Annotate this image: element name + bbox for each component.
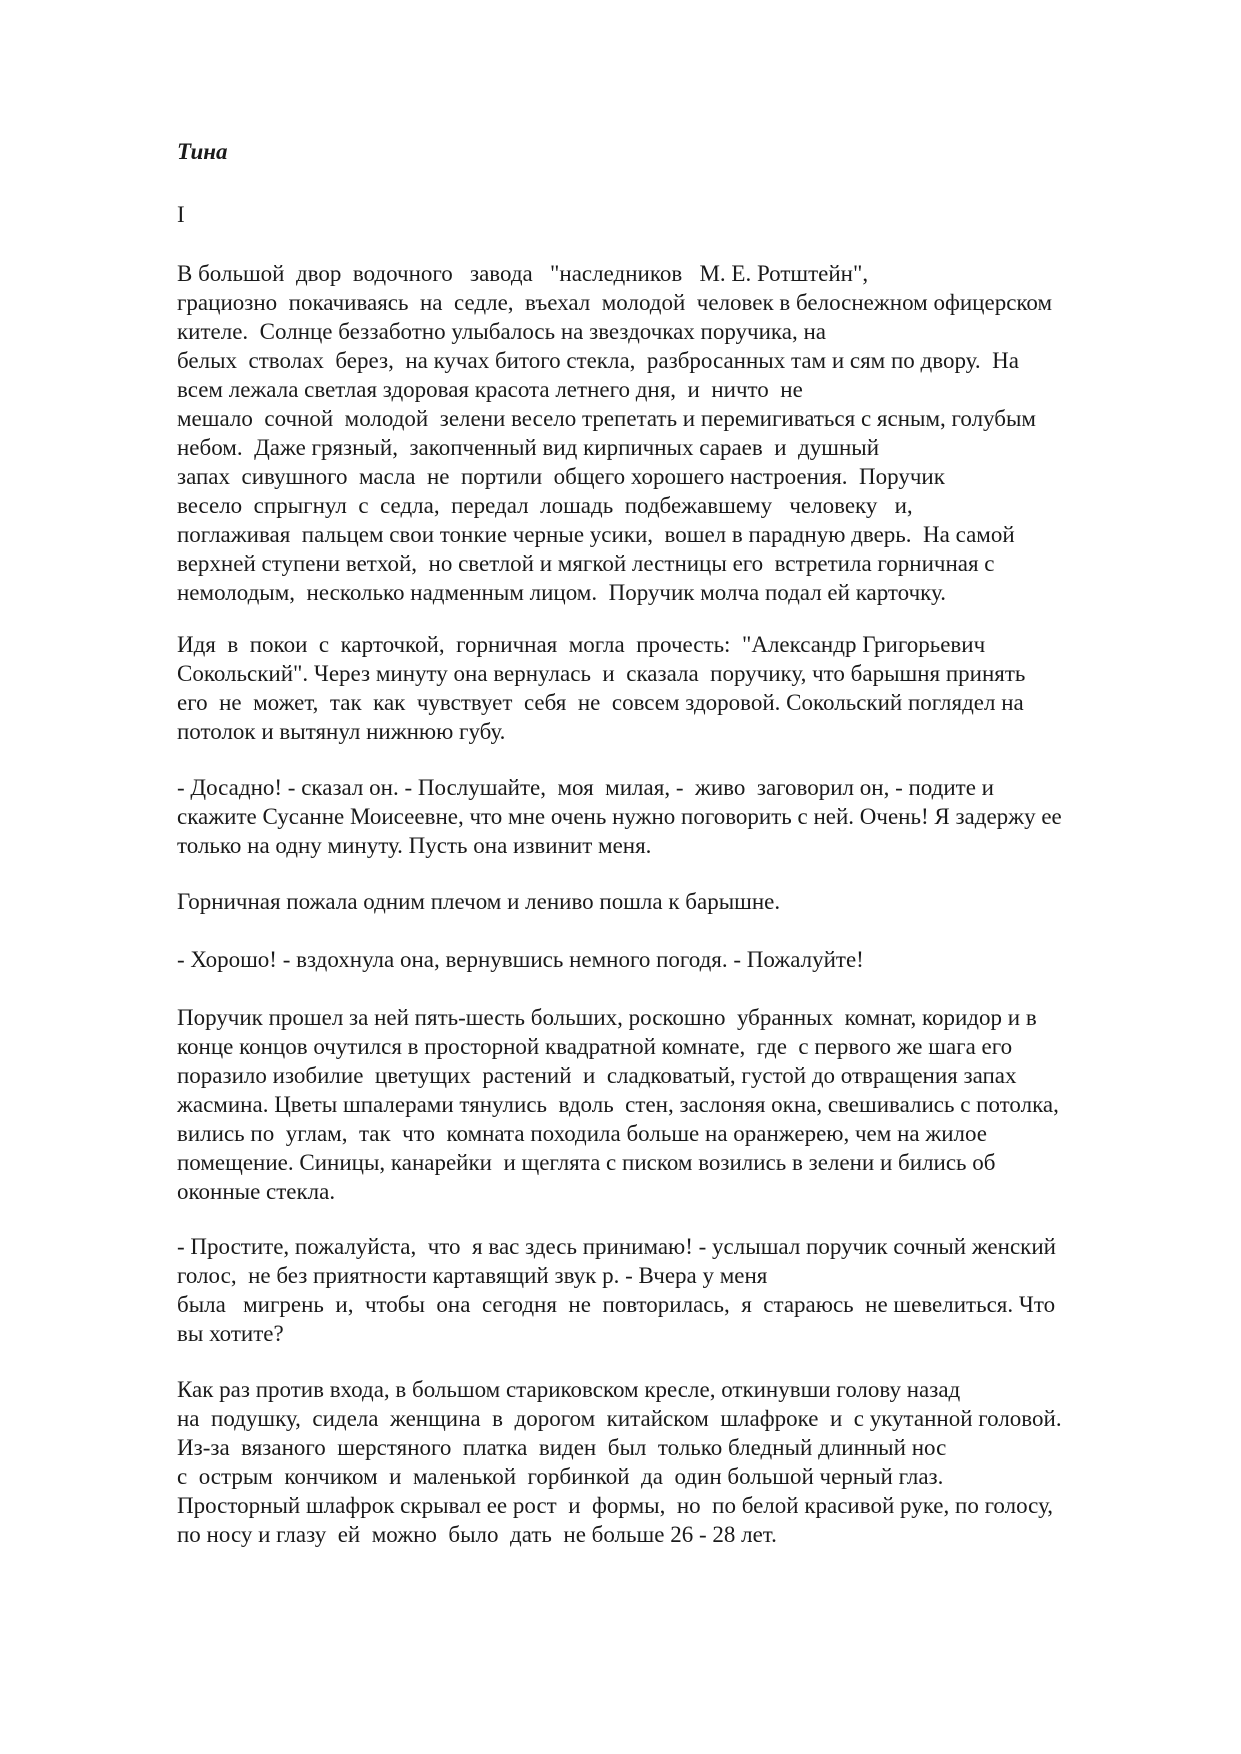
paragraph-line: конце концов очутился в просторной квадратной комнате, где с первого же шага его: [177, 1034, 1013, 1059]
paragraph-line: Из-за вязаного шерстяного платка виден был только бледный длинный нос: [177, 1435, 947, 1460]
paragraph-line: грациозно покачиваясь на седле, въехал молодой человек в белоснежном офицерском: [177, 290, 1053, 315]
paragraph-line: скажите Сусанне Моисеевне, что мне очень нужно поговорить с ней. Очень! Я задержу ее: [177, 804, 1062, 829]
paragraph-line: его не может, так как чувствует себя не совсем здоровой. Сокольский поглядел на: [177, 690, 1024, 715]
paragraph-line: Просторный шлафрок скрывал ее рост и формы, но по белой красивой руке, по голосу,: [177, 1493, 1054, 1518]
paragraph-line: В большой двор водочного завода "наследников М. Е. Ротштейн",: [177, 261, 869, 286]
paragraph-line: вы хотите?: [177, 1321, 284, 1346]
paragraph-line: Горничная пожала одним плечом и лениво пошла к барышне.: [177, 889, 781, 914]
paragraph-line: потолок и вытянул нижнюю губу.: [177, 719, 506, 744]
paragraph-line: - Простите, пожалуйста, что я вас здесь принимаю! - услышал поручик сочный женский: [177, 1234, 1056, 1259]
chapter-number: I: [177, 202, 185, 227]
paragraph-line: с острым кончиком и маленькой горбинкой да один большой черный глаз.: [177, 1464, 944, 1489]
paragraph-line: Сокольский". Через минуту она вернулась и сказала поручику, что барышня принять: [177, 661, 1026, 686]
paragraph-line: запах сивушного масла не портили общего хорошего настроения. Поручик: [177, 464, 945, 489]
paragraph-line: оконные стекла.: [177, 1179, 336, 1204]
paragraph-line: небом. Даже грязный, закопченный вид кирпичных сараев и душный: [177, 435, 880, 460]
paragraph-line: - Досадно! - сказал он. - Послушайте, моя милая, - живо заговорил он, - подите и: [177, 775, 994, 800]
paragraph-3: [177, 773, 1177, 860]
paragraph-line: мешало сочной молодой зелени весело трепетать и перемигиваться с ясным, голубым: [177, 406, 1036, 431]
paragraph-line: только на одну минуту. Пусть она извинит меня.: [177, 833, 652, 858]
paragraph-8: [177, 1375, 1177, 1549]
paragraph-7: [177, 1232, 1177, 1348]
document-title: Тина: [177, 139, 228, 164]
paragraph-line: поразило изобилие цветущих растений и сладковатый, густой до отвращения запах: [177, 1063, 1017, 1088]
paragraph-line: белых стволах берез, на кучах битого стекла, разбросанных там и сям по двору. На: [177, 348, 1019, 373]
paragraph-line: была мигрень и, чтобы она сегодня не повторилась, я стараюсь не шевелиться. Что: [177, 1292, 1056, 1317]
paragraph-line: поглаживая пальцем свои тонкие черные усики, вошел в парадную дверь. На самой: [177, 522, 1015, 547]
paragraph-line: Идя в покои с карточкой, горничная могла прочесть: "Александр Григорьевич: [177, 632, 986, 657]
paragraph-line: на подушку, сидела женщина в дорогом китайском шлафроке и с укутанной головой.: [177, 1406, 1062, 1431]
paragraph-6: [177, 1003, 1177, 1206]
paragraph-line: верхней ступени ветхой, но светлой и мягкой лестницы его встретила горничная с: [177, 551, 995, 576]
paragraph-4: [177, 887, 1177, 916]
paragraph-line: немолодым, несколько надменным лицом. Поручик молча подал ей карточку.: [177, 580, 946, 605]
paragraph-line: помещение. Синицы, канарейки и щеглята с писком возились в зелени и бились об: [177, 1150, 996, 1175]
paragraph-line: весело спрыгнул с седла, передал лошадь подбежавшему человеку и,: [177, 493, 913, 518]
paragraph-line: голос, не без приятности картавящий звук р. - Вчера у меня: [177, 1263, 768, 1288]
paragraph-2: [177, 630, 1177, 746]
paragraph-line: Поручик прошел за ней пять-шесть больших, роскошно убранных комнат, коридор и в: [177, 1005, 1037, 1030]
paragraph-line: всем лежала светлая здоровая красота летнего дня, и ничто не: [177, 377, 803, 402]
paragraph-line: Как раз против входа, в большом стариковском кресле, откинувши голову назад: [177, 1377, 961, 1402]
paragraph-line: по носу и глазу ей можно было дать не больше 26 - 28 лет.: [177, 1522, 777, 1547]
paragraph-5: [177, 945, 1177, 974]
paragraph-line: кителе. Солнце беззаботно улыбалось на звездочках поручика, на: [177, 319, 826, 344]
paragraph-line: вились по углам, так что комната походила больше на оранжерею, чем на жилое: [177, 1121, 987, 1146]
paragraph-line: жасмина. Цветы шпалерами тянулись вдоль стен, заслоняя окна, свешивались с потолка,: [177, 1092, 1059, 1117]
paragraph-line: - Хорошо! - вздохнула она, вернувшись немного погодя. - Пожалуйте!: [177, 947, 864, 972]
paragraph-1: [177, 259, 1177, 607]
